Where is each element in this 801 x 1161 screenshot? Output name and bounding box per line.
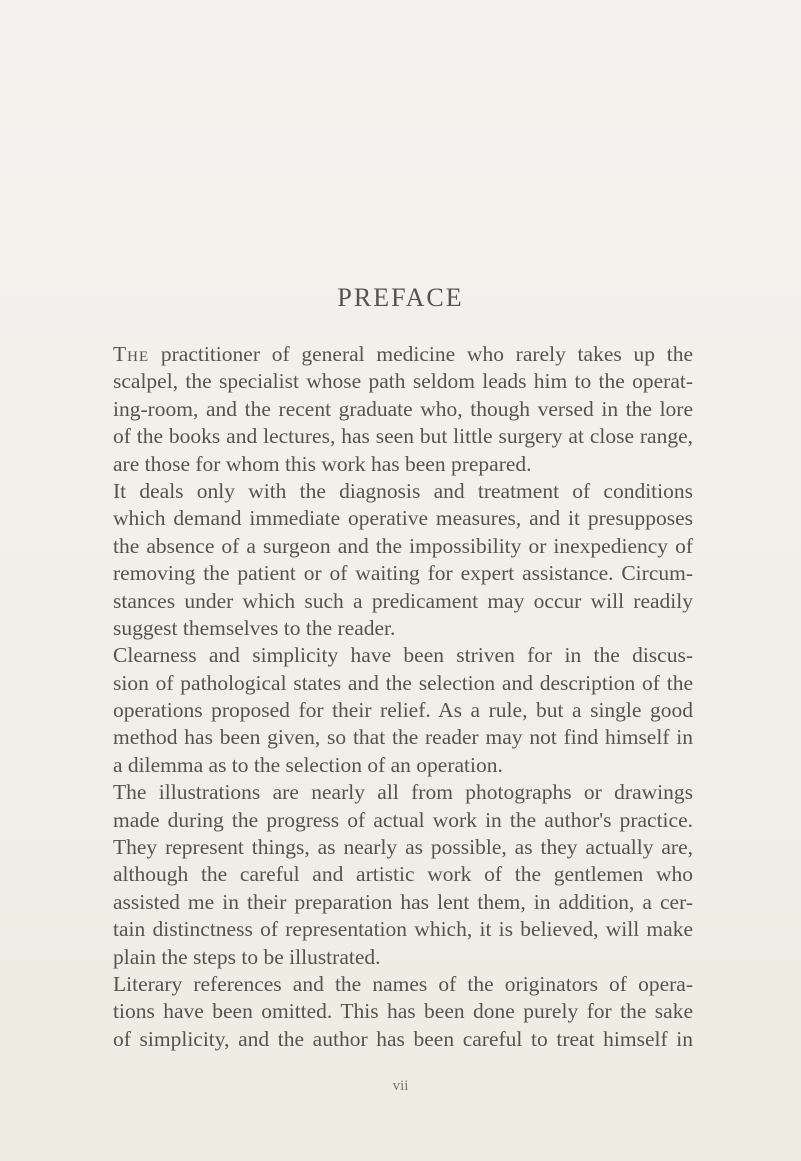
text-line: method has been given, so that the reader may not find himself in (113, 725, 693, 750)
text-line: Literary references and the names of the originators of opera- (113, 971, 693, 996)
page-title: PREFACE (337, 283, 464, 312)
text-line: the absence of a surgeon and the impossibility or inexpediency of (113, 533, 693, 558)
text-line: assisted me in their preparation has lent them, in addition, a cer- (113, 889, 693, 914)
text-line: sion of pathological states and the selection and description of the (113, 670, 693, 695)
text-line: It deals only with the diagnosis and treatment of conditions (113, 478, 693, 503)
text-line: are those for whom this work has been prepared. (113, 451, 532, 476)
text-line: which demand immediate operative measures, and it presupposes (113, 506, 693, 531)
first-word: The (113, 342, 150, 366)
text-line: tions have been omitted. This has been done purely for the sake (113, 999, 693, 1024)
text-line: tain distinctness of representation which, it is believed, will make (113, 917, 693, 942)
text-line: suggest themselves to the reader. (113, 615, 396, 640)
text-line: They represent things, as nearly as possible, as they actually are, (113, 835, 693, 860)
text-line: removing the patient or of waiting for expert assistance. Circum- (113, 561, 693, 586)
text-line: scalpel, the specialist whose path seldom leads him to the operat- (113, 369, 693, 394)
text-line: Clearness and simplicity have been striven for in the discus- (113, 643, 693, 668)
text-line: of simplicity, and the author has been careful to treat himself in (113, 1026, 693, 1051)
text-line: of the books and lectures, has seen but little surgery at close range, (113, 424, 693, 449)
text-line: operations proposed for their relief. As a rule, but a single good (113, 698, 693, 723)
text-line: ing-room, and the recent graduate who, though versed in the lore (113, 396, 693, 421)
text-line: made during the progress of actual work in the author's practice. (113, 807, 693, 832)
text-line: a dilemma as to the selection of an operation. (113, 752, 503, 777)
text-line: stances under which such a predicament may occur will readily (113, 588, 693, 613)
preface-body (113, 341, 693, 1053)
text-line: although the careful and artistic work of the gentlemen who (113, 862, 693, 887)
page-number: vii (392, 1078, 409, 1094)
text-line: plain the steps to be illustrated. (113, 944, 381, 969)
text-line: The practitioner of general medicine who rarely takes up the (113, 342, 693, 366)
text-line: The illustrations are nearly all from photographs or drawings (113, 780, 693, 805)
